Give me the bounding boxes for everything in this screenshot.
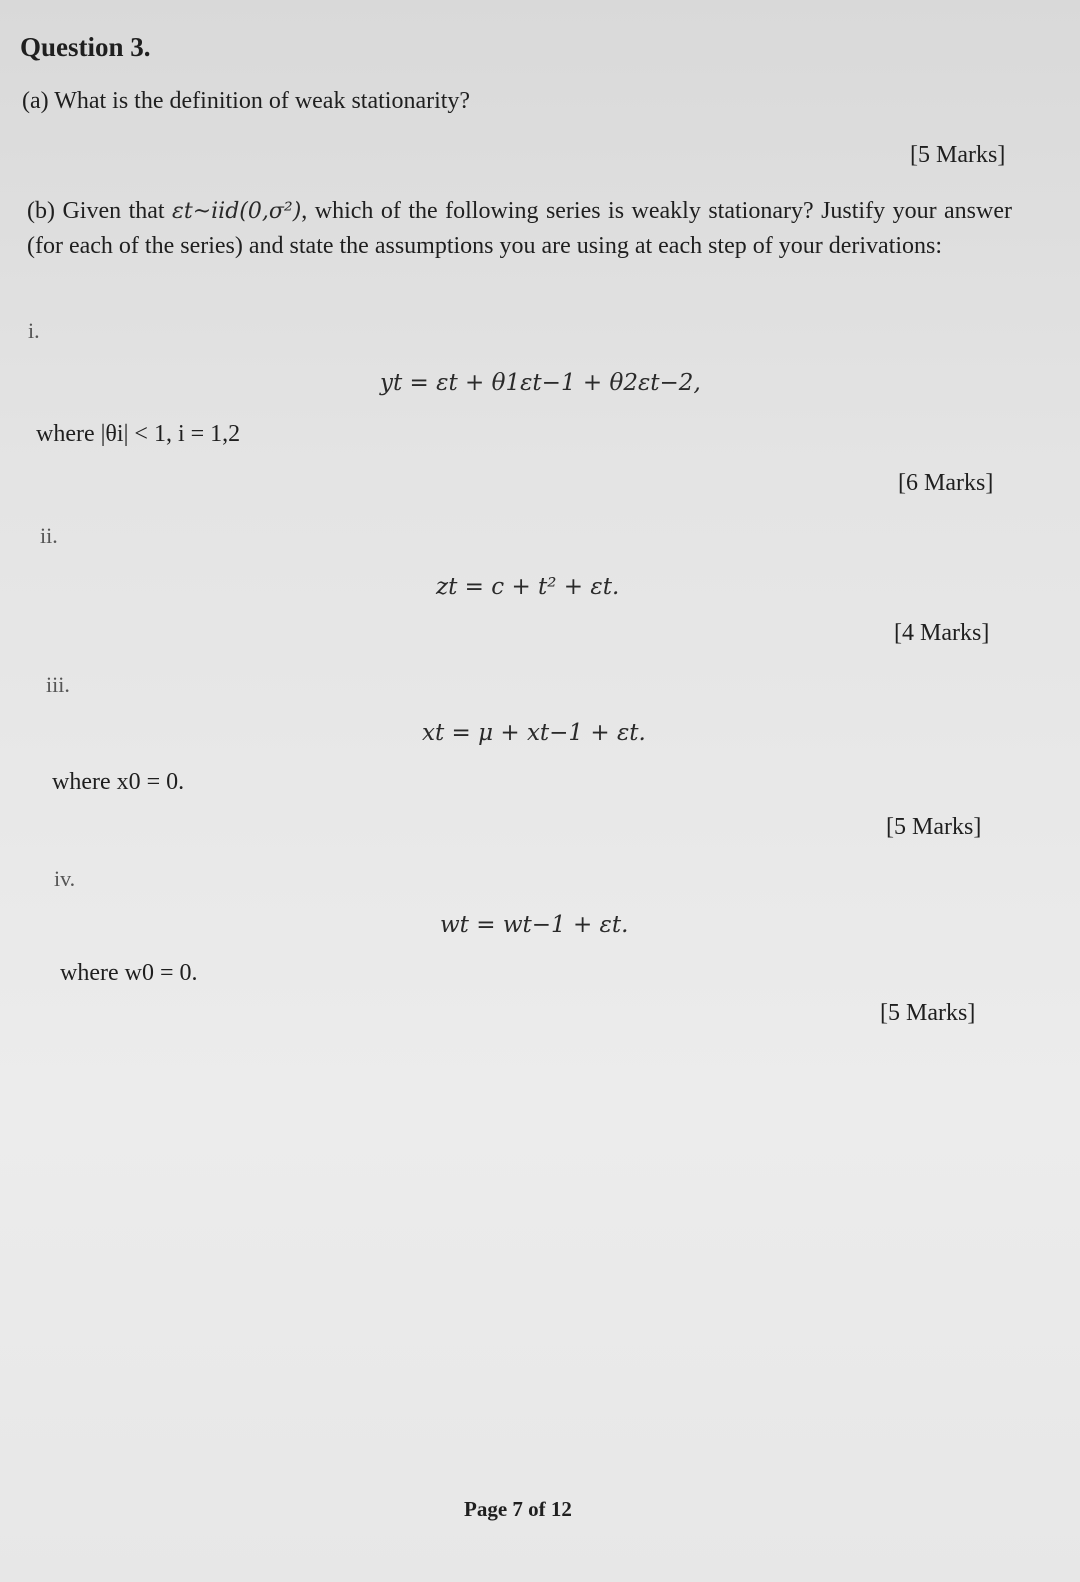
item-ii-equation: zt = c + t² + εt. bbox=[436, 574, 620, 600]
item-iii-equation: xt = μ + xt−1 + εt. bbox=[422, 720, 646, 746]
item-iv-equation: wt = wt−1 + εt. bbox=[440, 912, 629, 938]
part-b-intro-prefix: (b) Given that bbox=[27, 198, 173, 224]
item-iv-numeral: iv. bbox=[54, 866, 76, 891]
part-b-intro bbox=[27, 194, 1012, 263]
item-i-marks: [6 Marks] bbox=[898, 470, 994, 496]
item-i-condition: where |θi| < 1, i = 1,2 bbox=[36, 421, 241, 447]
item-ii-marks: [4 Marks] bbox=[894, 620, 990, 646]
item-i-numeral: i. bbox=[28, 318, 40, 343]
page-number: Page 7 of 12 bbox=[464, 1497, 572, 1521]
item-ii-numeral: ii. bbox=[40, 523, 58, 548]
item-iv-marks: [5 Marks] bbox=[880, 1000, 976, 1026]
item-iii-condition: where x0 = 0. bbox=[52, 769, 185, 795]
item-i-equation: yt = εt + θ1εt−1 + θ2εt−2, bbox=[380, 370, 701, 396]
part-b-intro-rest: , which of the following series is weakly stationary? Justify your answer (for each of the series) and state the assumptions you are using at each step of your derivations: bbox=[27, 198, 1012, 259]
part-a-marks: [5 Marks] bbox=[910, 142, 1006, 168]
item-iv-condition: where w0 = 0. bbox=[60, 960, 198, 986]
item-iii-marks: [5 Marks] bbox=[886, 814, 982, 840]
part-b-intro-math: εt~iid(0,σ²) bbox=[172, 199, 302, 224]
part-a-text: (a) What is the definition of weak stationarity? bbox=[22, 88, 471, 114]
question-heading: Question 3. bbox=[20, 32, 151, 62]
item-iii-numeral: iii. bbox=[46, 672, 70, 697]
